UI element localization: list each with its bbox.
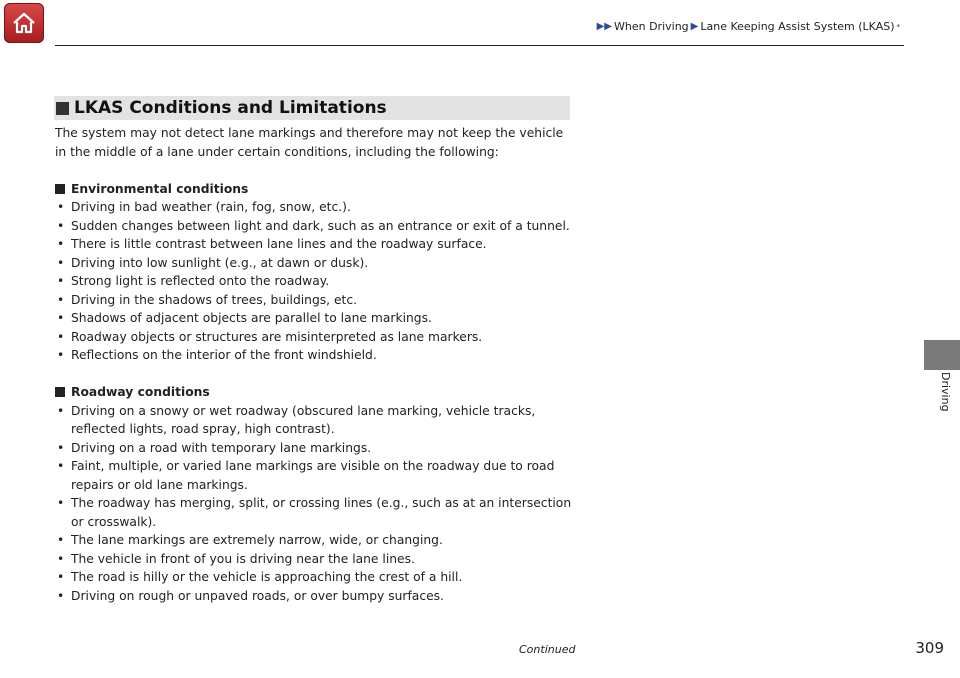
section-heading-bar: [54, 96, 570, 120]
breadcrumb-asterisk: *: [896, 22, 900, 31]
list-item: • Driving into low sunlight (e.g., at dawn or dusk).: [55, 254, 575, 273]
list-item: • Driving on a snowy or wet roadway (obscured lane marking, vehicle tracks, reflected lights, road spray, high contrast).: [55, 402, 575, 439]
list-item: • Driving on a road with temporary lane markings.: [55, 439, 575, 458]
list-item: • Roadway objects or structures are misinterpreted as lane markers.: [55, 328, 575, 347]
section-square-icon: [56, 102, 69, 115]
list-item: • The lane markings are extremely narrow, wide, or changing.: [55, 531, 575, 550]
subheading-square-icon: [55, 184, 65, 194]
subheading-square-icon: [55, 387, 65, 397]
list-item: • Driving in the shadows of trees, buildings, etc.: [55, 291, 575, 310]
list-item: • Driving on rough or unpaved roads, or over bumpy surfaces.: [55, 587, 575, 606]
roadway-heading: [55, 383, 575, 402]
list-item: • The roadway has merging, split, or crossing lines (e.g., such as at an intersection or crosswalk).: [55, 494, 575, 531]
chapter-tab[interactable]: [924, 340, 960, 370]
environmental-heading-text: Environmental conditions: [71, 181, 249, 196]
intro-paragraph: The system may not detect lane markings and therefore may not keep the vehicle in the middle of a lane under certain conditions, including the following:: [55, 126, 564, 159]
home-button[interactable]: [4, 3, 44, 43]
breadcrumb: [597, 20, 900, 33]
page-content: [55, 124, 575, 624]
environmental-list: [55, 198, 575, 365]
list-item: • The road is hilly or the vehicle is approaching the crest of a hill.: [55, 568, 575, 587]
list-item: • There is little contrast between lane lines and the roadway surface.: [55, 235, 575, 254]
list-item: • Reflections on the interior of the front windshield.: [55, 346, 575, 365]
list-item: • Driving in bad weather (rain, fog, snow, etc.).: [55, 198, 575, 217]
home-icon: [11, 10, 37, 36]
roadway-list: [55, 402, 575, 606]
page-number: 309: [915, 639, 944, 657]
breadcrumb-item-lkas[interactable]: Lane Keeping Assist System (LKAS): [700, 20, 895, 33]
chapter-label: Driving: [939, 372, 952, 412]
roadway-heading-text: Roadway conditions: [71, 385, 210, 399]
list-item: • Sudden changes between light and dark, such as an entrance or exit of a tunnel.: [55, 217, 575, 236]
breadcrumb-item-when-driving[interactable]: When Driving: [614, 20, 689, 33]
header-rule: [55, 45, 904, 46]
breadcrumb-arrow-icon: ▶▶: [596, 21, 612, 32]
breadcrumb-arrow-icon: ▶: [690, 21, 699, 32]
section-title: LKAS Conditions and Limitations: [74, 98, 387, 118]
environmental-heading: [55, 180, 575, 199]
list-item: • The vehicle in front of you is driving near the lane lines.: [55, 550, 575, 569]
list-item: • Strong light is reflected onto the roadway.: [55, 272, 575, 291]
list-item: • Faint, multiple, or varied lane markings are visible on the roadway due to road repairs or old lane markings.: [55, 457, 575, 494]
list-item: • Shadows of adjacent objects are parallel to lane markings.: [55, 309, 575, 328]
continued-label: Continued: [519, 643, 576, 656]
